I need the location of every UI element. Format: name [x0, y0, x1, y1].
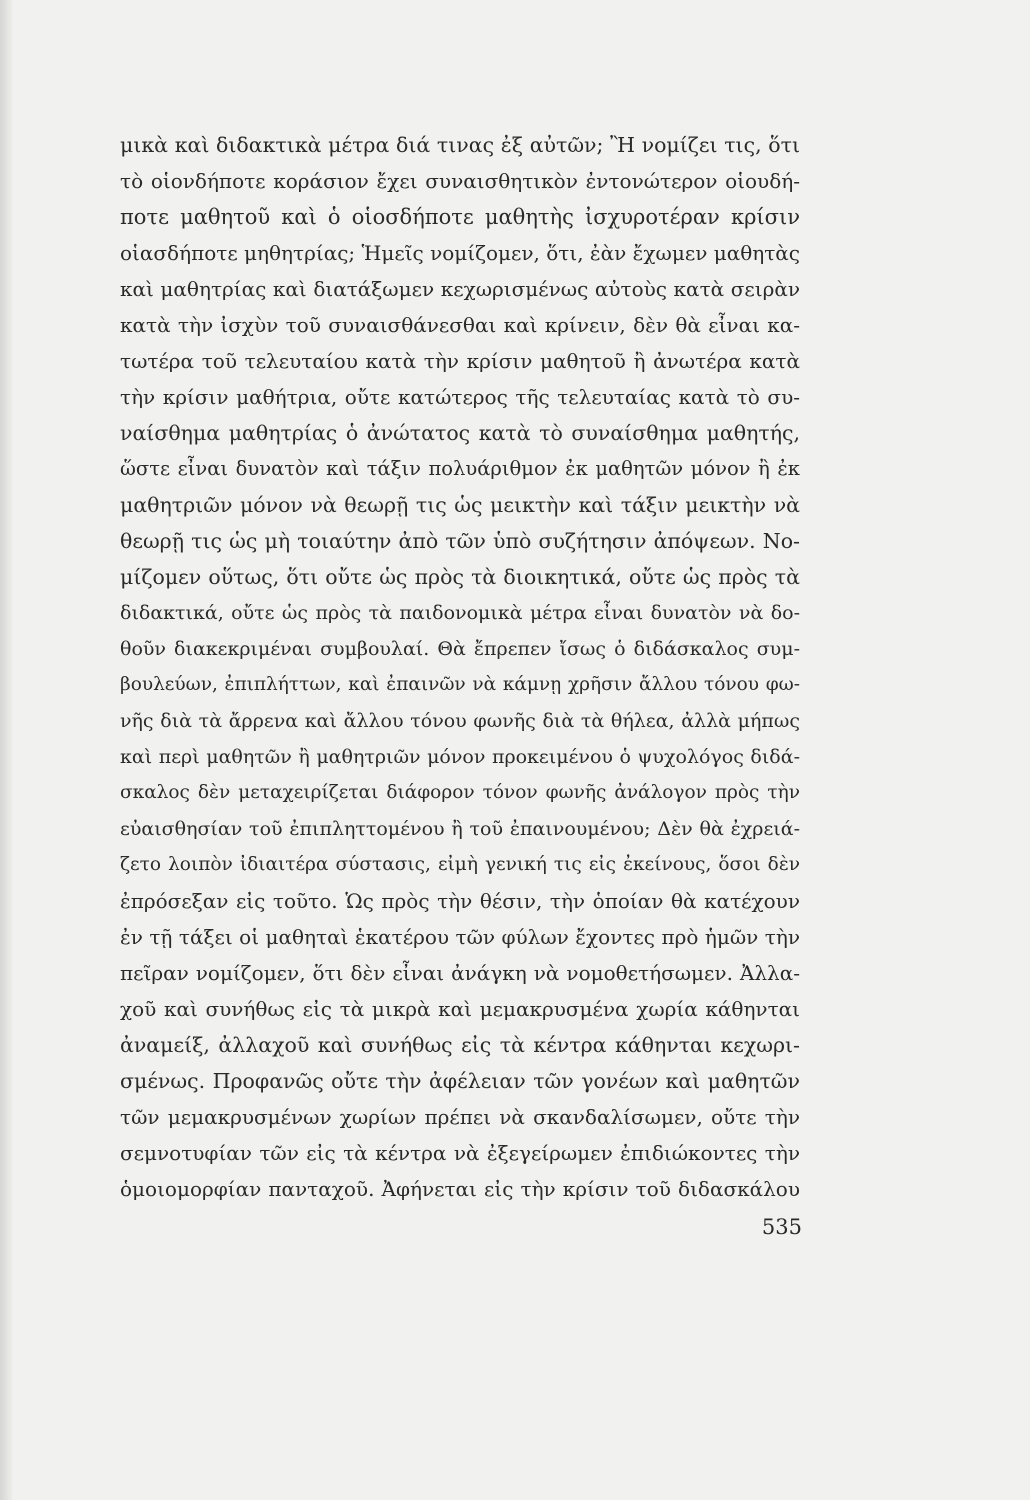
text-line: θοῦν διακεκριμέναι συμβουλαί. Θὰ ἔπρεπεν ἴσως ὁ διδάσκαλος συμ- — [120, 638, 800, 660]
text-line: τὴν κρίσιν μαθήτρια, οὔτε κατώτερος τῆς τελευταίας κατὰ τὸ συ- — [120, 385, 800, 409]
text-line: εὐαισθησίαν τοῦ ἐπιπληττομένου ἢ τοῦ ἐπαινουμένου; Δὲν θὰ ἐχρειά- — [120, 818, 800, 840]
text-line: σκαλος δὲν μεταχειρίζεται διάφορον τόνον φωνῆς ἀνάλογον πρὸς τὴν — [120, 782, 800, 803]
text-line: ποτε μαθητοῦ καὶ ὁ οἱοσδήποτε μαθητὴς ἰσχυροτέραν κρίσιν — [120, 205, 800, 229]
text-line: τὸ οἱονδήποτε κοράσιον ἔχει συναισθητικὸν ἐντονώτερον οἱουδή- — [120, 169, 800, 193]
text-line: τωτέρα τοῦ τελευταίου κατὰ τὴν κρίσιν μαθητοῦ ἢ ἀνωτέρα κατὰ — [120, 349, 800, 373]
text-line: ὥστε εἶναι δυνατὸν καὶ τάξιν πολυάριθμον ἐκ μαθητῶν μόνον ἢ ἐκ — [120, 457, 800, 480]
text-line: ἀναμείξ, ἀλλαχοῦ καὶ συνήθως εἰς τὰ κέντρα κάθηνται κεχωρι- — [120, 1033, 800, 1057]
text-line: ζετο λοιπὸν ἰδιαιτέρα σύστασις, εἰμὴ γενική τις εἰς ἐκείνους, ὅσοι δὲν — [120, 854, 800, 875]
text-line: σμένως. Προφανῶς οὔτε τὴν ἀφέλειαν τῶν γονέων καὶ μαθητῶν — [120, 1069, 800, 1093]
text-line: διδακτικά, οὔτε ὡς πρὸς τὰ παιδονομικὰ μέτρα εἶναι δυνατὸν νὰ δο- — [120, 602, 800, 624]
text-line: χοῦ καὶ συνήθως εἰς τὰ μικρὰ καὶ μεμακρυσμένα χωρία κάθηνται — [120, 997, 800, 1021]
text-line: κατὰ τὴν ἰσχὺν τοῦ συναισθάνεσθαι καὶ κρίνειν, δὲν θὰ εἶναι κα- — [120, 313, 800, 337]
text-line: καὶ περὶ μαθητῶν ἢ μαθητριῶν μόνον προκειμένου ὁ ψυχολόγος διδά- — [120, 746, 800, 768]
text-line: βουλεύων, ἐπιπλήττων, καὶ ἐπαινῶν νὰ κάμνῃ χρῆσιν ἄλλου τόνου φω- — [120, 674, 800, 695]
text-line: θεωρῇ τις ὡς μὴ τοιαύτην ἀπὸ τῶν ὑπὸ συζήτησιν ἀπόψεων. Νο- — [120, 529, 800, 553]
text-line: πεῖραν νομίζομεν, ὅτι δὲν εἶναι ἀνάγκη νὰ νομοθετήσωμεν. Ἀλλα- — [120, 961, 800, 985]
text-line: μαθητριῶν μόνον νὰ θεωρῇ τις ὡς μεικτὴν καὶ τάξιν μεικτὴν νὰ — [120, 493, 800, 517]
page-binding-edge — [0, 0, 12, 1500]
text-line: οἱασδήποτε μηθητρίας; Ἡμεῖς νομίζομεν, ὅτι, ἐὰν ἔχωμεν μαθητὰς — [120, 241, 800, 265]
text-line: τῶν μεμακρυσμένων χωρίων πρέπει νὰ σκανδαλίσωμεν, οὔτε τὴν — [120, 1105, 800, 1129]
text-line: μικὰ καὶ διδακτικὰ μέτρα διά τινας ἐξ αὐτῶν; Ἢ νομίζει τις, ὅτι — [120, 133, 800, 157]
text-line: καὶ μαθητρίας καὶ διατάξωμεν κεχωρισμένως αὐτοὺς κατὰ σειρὰν — [120, 277, 800, 301]
text-line: ἐπρόσεξαν εἰς τοῦτο. Ὡς πρὸς τὴν θέσιν, τὴν ὁποίαν θὰ κατέχουν — [120, 889, 800, 913]
text-line: ναίσθημα μαθητρίας ὁ ἀνώτατος κατὰ τὸ συναίσθημα μαθητής, — [120, 421, 800, 445]
text-line: σεμνοτυφίαν τῶν εἰς τὰ κέντρα νὰ ἐξεγείρωμεν ἐπιδιώκοντες τὴν — [120, 1141, 800, 1165]
text-line: νῆς διὰ τὰ ἄρρενα καὶ ἄλλου τόνου φωνῆς διὰ τὰ θήλεα, ἀλλὰ μήπως — [120, 710, 800, 732]
text-line: ἐν τῇ τάξει οἱ μαθηταὶ ἑκατέρου τῶν φύλων ἔχοντες πρὸ ἡμῶν τὴν — [120, 925, 800, 949]
page-number: 535 — [761, 1215, 802, 1239]
body-text — [120, 127, 800, 1207]
text-line: μίζομεν οὕτως, ὅτι οὔτε ὡς πρὸς τὰ διοικητικά, οὔτε ὡς πρὸς τὰ — [120, 565, 800, 589]
text-line: ὁμοιομορφίαν πανταχοῦ. Ἀφήνεται εἰς τὴν κρίσιν τοῦ διδασκάλου — [120, 1177, 800, 1201]
